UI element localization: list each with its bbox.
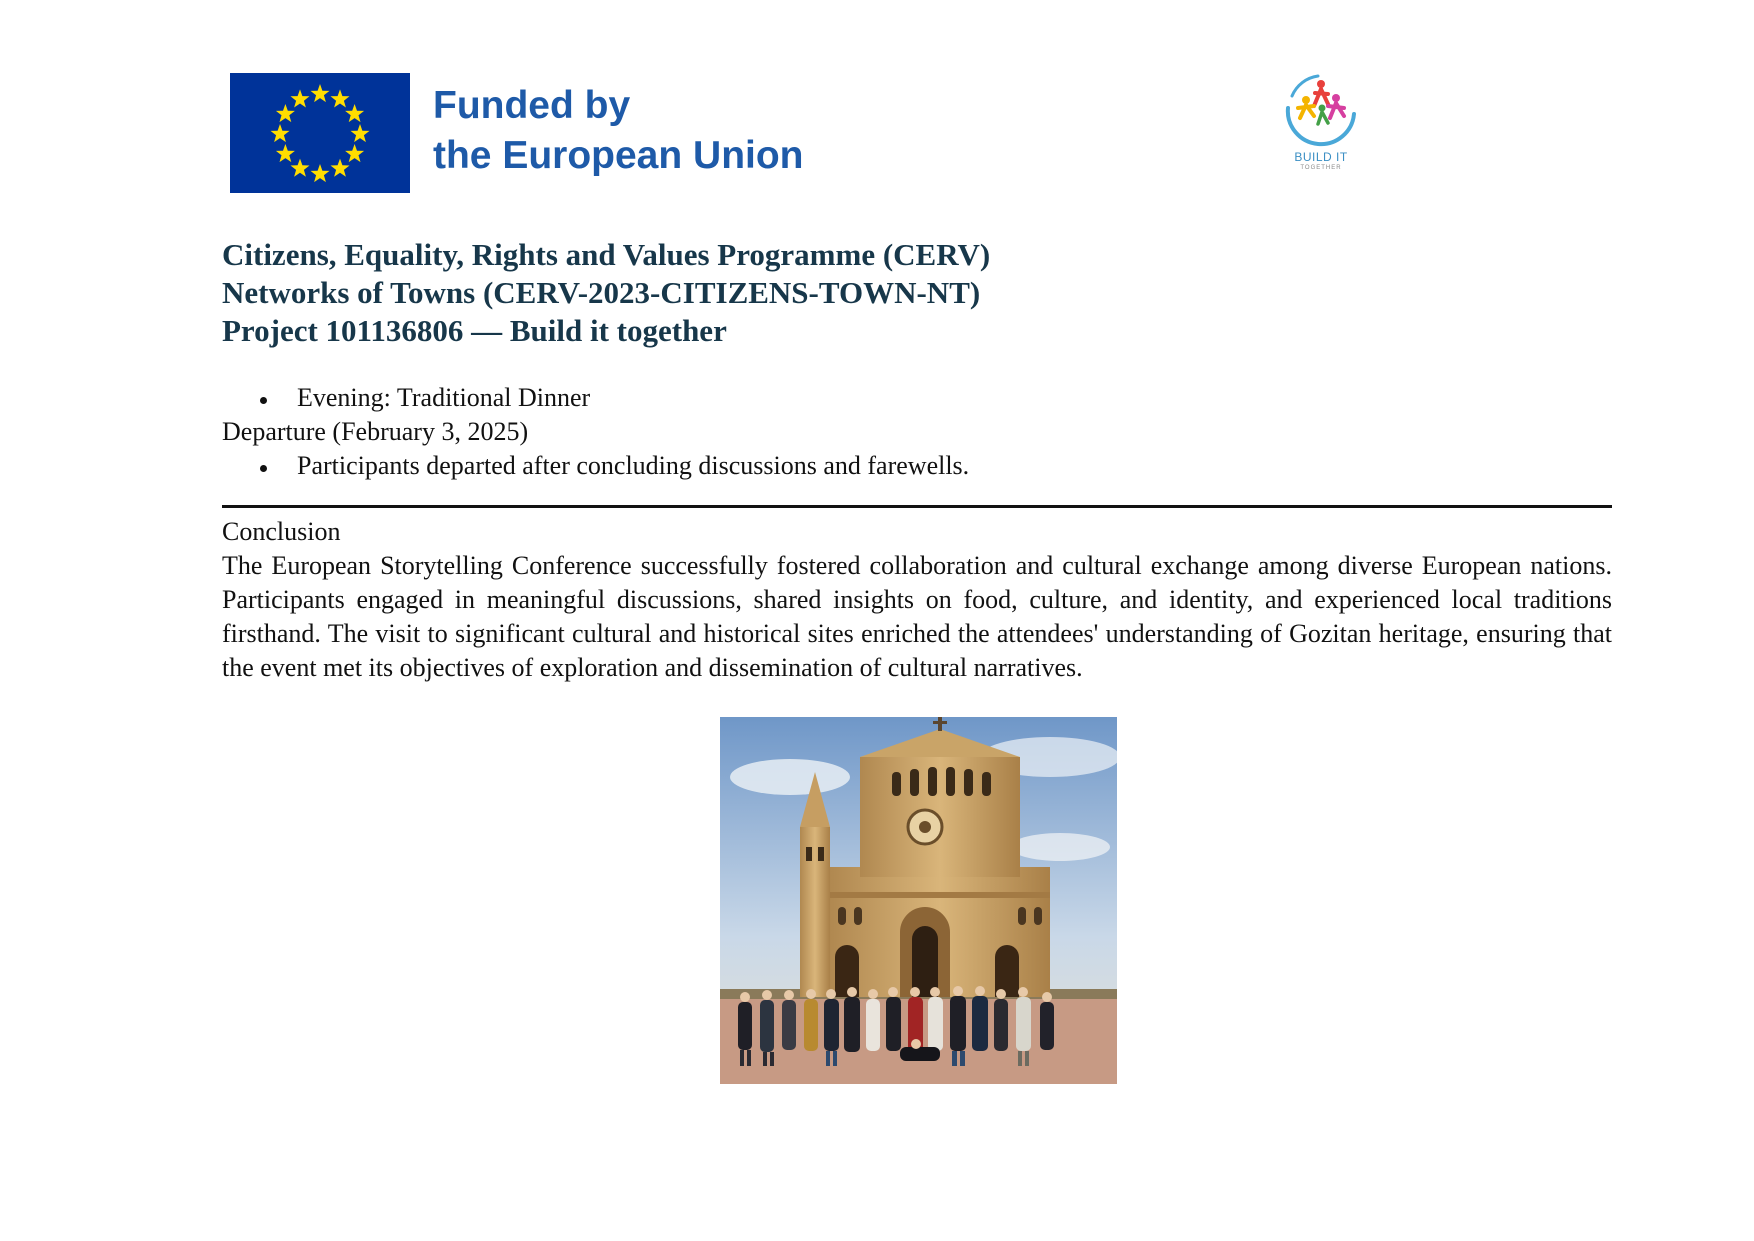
basilica-photo-image: [720, 717, 1117, 1084]
group-photo-basilica: [720, 717, 1117, 1084]
heading-line-networks: Networks of Towns (CERV-2023-CITIZENS-TOWN-NT): [222, 275, 981, 310]
eu-funding-line2: the European Union: [433, 134, 804, 177]
programme-heading: [222, 236, 990, 350]
list-item-departure: Participants departed after concluding discussions and farewells.: [222, 449, 1612, 483]
conclusion-paragraph: The European Storytelling Conference successfully fostered collaboration and cultural exchange among diverse European nations. Participants engaged in meaningful discussions, shared insights on food, culture, and identity, and experienced local traditions firsthand. The visit to significant cultural and historical sites enriched the attendees' understanding of Gozitan heritage, ensuring that the event met its objectives of exploration and dissemination of cultural narratives.: [222, 551, 1612, 682]
heading-line-project: Project 101136806 — Build it together: [222, 313, 727, 348]
build-it-together-logo: [1278, 68, 1364, 178]
build-it-title: BUILD IT: [1294, 150, 1348, 164]
agenda-section: [222, 381, 1612, 483]
eu-funding-line1: Funded by: [433, 84, 631, 127]
build-it-subtitle: TOGETHER: [1300, 165, 1342, 171]
eu-funding-logo: [230, 73, 830, 195]
departure-title: Departure (February 3, 2025): [222, 417, 529, 446]
eu-flag-icon: [230, 73, 410, 193]
heading-line-programme: Citizens, Equality, Rights and Values Programme (CERV): [222, 237, 991, 272]
conclusion-section: [222, 515, 1612, 685]
horizontal-divider: [222, 505, 1612, 508]
eu-funding-text: [433, 81, 804, 181]
build-it-people-icon: [1278, 68, 1364, 154]
conclusion-title: Conclusion: [222, 517, 341, 546]
list-item-evening-dinner: Evening: Traditional Dinner: [222, 381, 1612, 415]
